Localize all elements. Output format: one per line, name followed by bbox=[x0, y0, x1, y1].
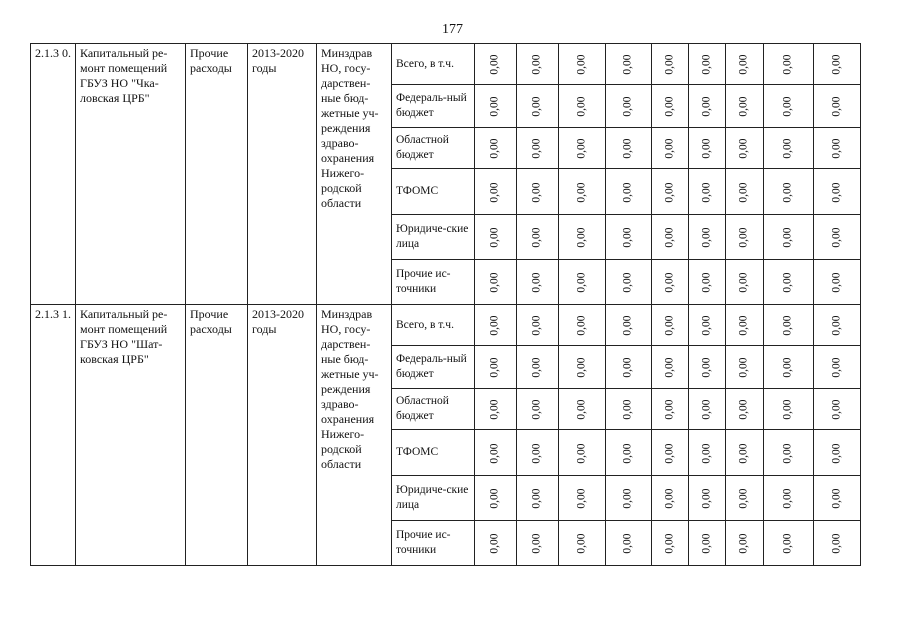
amount-cell bbox=[559, 521, 606, 566]
amount-cell bbox=[606, 85, 652, 128]
amount-value: 0,00 bbox=[700, 227, 713, 248]
amount-value: 0,00 bbox=[622, 54, 634, 75]
amount-value: 0,00 bbox=[830, 357, 843, 378]
amount-cell bbox=[475, 476, 517, 521]
amount-cell bbox=[764, 85, 814, 128]
amount-value: 0,00 bbox=[531, 399, 543, 420]
amount-cell bbox=[606, 44, 652, 85]
amount-cell bbox=[764, 169, 814, 215]
amount-cell bbox=[517, 476, 559, 521]
amount-cell bbox=[814, 346, 861, 389]
amount-cell bbox=[517, 128, 559, 169]
amount-value: 0,00 bbox=[531, 442, 543, 464]
amount-cell bbox=[517, 169, 559, 215]
amount-value: 0,00 bbox=[575, 533, 588, 554]
amount-value: 0,00 bbox=[531, 227, 543, 248]
amount-cell bbox=[726, 346, 764, 389]
amount-value: 0,00 bbox=[575, 96, 588, 117]
amount-cell bbox=[559, 128, 606, 169]
amount-value: 0,00 bbox=[663, 96, 676, 117]
amount-cell bbox=[475, 169, 517, 215]
amount-cell bbox=[559, 169, 606, 215]
amount-cell bbox=[517, 521, 559, 566]
amount-value: 0,00 bbox=[700, 357, 713, 378]
amount-cell bbox=[652, 430, 689, 476]
funding-source-label: Всего, в т.ч. bbox=[392, 305, 475, 346]
amount-value: 0,00 bbox=[489, 181, 501, 203]
amount-value: 0,00 bbox=[700, 138, 713, 159]
amount-cell bbox=[606, 521, 652, 566]
amount-cell bbox=[606, 215, 652, 260]
amount-value: 0,00 bbox=[531, 357, 543, 378]
amount-value: 0,00 bbox=[622, 138, 634, 159]
budget-table bbox=[30, 43, 861, 566]
amount-value: 0,00 bbox=[782, 272, 794, 293]
amount-cell bbox=[652, 215, 689, 260]
amount-value: 0,00 bbox=[700, 54, 713, 75]
amount-cell bbox=[652, 128, 689, 169]
item-name: Капитальный ре-монт помещений ГБУЗ НО "Шат-ковская ЦРБ" bbox=[76, 305, 186, 566]
amount-cell bbox=[689, 44, 726, 85]
amount-value: 0,00 bbox=[489, 357, 501, 378]
item-code: 2.1.3 1. bbox=[31, 305, 76, 566]
amount-value: 0,00 bbox=[531, 488, 543, 509]
amount-value: 0,00 bbox=[700, 181, 713, 203]
amount-cell bbox=[726, 85, 764, 128]
amount-value: 0,00 bbox=[738, 96, 750, 117]
amount-cell bbox=[652, 260, 689, 305]
amount-value: 0,00 bbox=[663, 54, 676, 75]
amount-cell bbox=[559, 346, 606, 389]
item-category: Прочие расходы bbox=[186, 44, 248, 305]
amount-value: 0,00 bbox=[738, 533, 750, 554]
amount-cell bbox=[559, 305, 606, 346]
amount-cell bbox=[652, 305, 689, 346]
amount-cell bbox=[475, 389, 517, 430]
amount-cell bbox=[517, 430, 559, 476]
amount-cell bbox=[689, 215, 726, 260]
amount-cell bbox=[689, 521, 726, 566]
amount-value: 0,00 bbox=[738, 138, 750, 159]
amount-value: 0,00 bbox=[830, 96, 843, 117]
amount-value: 0,00 bbox=[663, 181, 676, 203]
amount-value: 0,00 bbox=[531, 96, 543, 117]
amount-cell bbox=[559, 44, 606, 85]
amount-cell bbox=[652, 346, 689, 389]
amount-cell bbox=[814, 169, 861, 215]
table-row bbox=[31, 305, 861, 346]
amount-cell bbox=[764, 128, 814, 169]
amount-value: 0,00 bbox=[489, 54, 501, 75]
amount-value: 0,00 bbox=[700, 399, 713, 420]
amount-value: 0,00 bbox=[622, 488, 634, 509]
amount-value: 0,00 bbox=[575, 181, 588, 203]
amount-cell bbox=[559, 260, 606, 305]
amount-value: 0,00 bbox=[782, 315, 794, 336]
amount-value: 0,00 bbox=[489, 533, 501, 554]
amount-value: 0,00 bbox=[830, 227, 843, 248]
amount-cell bbox=[475, 215, 517, 260]
amount-value: 0,00 bbox=[575, 488, 588, 509]
item-category: Прочие расходы bbox=[186, 305, 248, 566]
table-body bbox=[31, 44, 861, 566]
amount-value: 0,00 bbox=[575, 315, 588, 336]
amount-value: 0,00 bbox=[489, 488, 501, 509]
amount-cell bbox=[475, 85, 517, 128]
amount-value: 0,00 bbox=[738, 315, 750, 336]
amount-cell bbox=[689, 305, 726, 346]
amount-value: 0,00 bbox=[489, 442, 501, 464]
amount-cell bbox=[517, 389, 559, 430]
amount-value: 0,00 bbox=[575, 272, 588, 293]
amount-value: 0,00 bbox=[782, 96, 794, 117]
amount-value: 0,00 bbox=[782, 138, 794, 159]
amount-cell bbox=[726, 169, 764, 215]
amount-value: 0,00 bbox=[531, 138, 543, 159]
funding-source-label: Федераль-ный бюджет bbox=[392, 346, 475, 389]
amount-cell bbox=[764, 44, 814, 85]
amount-value: 0,00 bbox=[575, 138, 588, 159]
funding-source-label: Областной бюджет bbox=[392, 128, 475, 169]
amount-cell bbox=[652, 85, 689, 128]
amount-value: 0,00 bbox=[622, 533, 634, 554]
amount-cell bbox=[559, 215, 606, 260]
amount-value: 0,00 bbox=[782, 357, 794, 378]
amount-value: 0,00 bbox=[830, 315, 843, 336]
amount-value: 0,00 bbox=[622, 96, 634, 117]
amount-cell bbox=[689, 430, 726, 476]
amount-cell bbox=[814, 389, 861, 430]
amount-cell bbox=[764, 521, 814, 566]
amount-value: 0,00 bbox=[782, 399, 794, 420]
amount-cell bbox=[814, 260, 861, 305]
amount-cell bbox=[475, 305, 517, 346]
amount-cell bbox=[764, 430, 814, 476]
amount-value: 0,00 bbox=[700, 488, 713, 509]
amount-cell bbox=[726, 215, 764, 260]
amount-value: 0,00 bbox=[663, 442, 676, 464]
amount-value: 0,00 bbox=[575, 54, 588, 75]
amount-value: 0,00 bbox=[489, 138, 501, 159]
amount-value: 0,00 bbox=[738, 442, 750, 464]
amount-value: 0,00 bbox=[575, 399, 588, 420]
amount-cell bbox=[606, 305, 652, 346]
amount-cell bbox=[726, 389, 764, 430]
amount-cell bbox=[652, 169, 689, 215]
amount-value: 0,00 bbox=[663, 138, 676, 159]
amount-value: 0,00 bbox=[622, 272, 634, 293]
amount-cell bbox=[475, 44, 517, 85]
amount-cell bbox=[726, 476, 764, 521]
amount-cell bbox=[475, 430, 517, 476]
funding-source-label: Областной бюджет bbox=[392, 389, 475, 430]
amount-cell bbox=[559, 85, 606, 128]
amount-cell bbox=[726, 260, 764, 305]
page-number: 177 bbox=[442, 22, 463, 37]
amount-cell bbox=[814, 305, 861, 346]
amount-value: 0,00 bbox=[700, 96, 713, 117]
amount-cell bbox=[517, 260, 559, 305]
item-period: 2013-2020 годы bbox=[248, 305, 317, 566]
amount-cell bbox=[475, 260, 517, 305]
amount-value: 0,00 bbox=[782, 227, 794, 248]
amount-cell bbox=[726, 521, 764, 566]
amount-value: 0,00 bbox=[782, 533, 794, 554]
amount-cell bbox=[652, 389, 689, 430]
amount-value: 0,00 bbox=[575, 442, 588, 464]
amount-cell bbox=[689, 476, 726, 521]
amount-value: 0,00 bbox=[738, 488, 750, 509]
amount-cell bbox=[726, 128, 764, 169]
amount-value: 0,00 bbox=[622, 399, 634, 420]
amount-value: 0,00 bbox=[531, 315, 543, 336]
amount-value: 0,00 bbox=[700, 272, 713, 293]
item-name: Капитальный ре-монт помещений ГБУЗ НО "Чка-ловская ЦРБ" bbox=[76, 44, 186, 305]
amount-value: 0,00 bbox=[622, 357, 634, 378]
amount-value: 0,00 bbox=[663, 272, 676, 293]
amount-cell bbox=[764, 215, 814, 260]
funding-source-label: Прочие ис-точники bbox=[392, 521, 475, 566]
amount-value: 0,00 bbox=[531, 54, 543, 75]
amount-value: 0,00 bbox=[622, 181, 634, 203]
amount-cell bbox=[517, 215, 559, 260]
amount-value: 0,00 bbox=[531, 272, 543, 293]
item-executor: Минздрав НО, госу-дарствен-ные бюд-жетные уч-реждения здраво-охранения Нижего-родской области bbox=[317, 305, 392, 566]
amount-value: 0,00 bbox=[738, 54, 750, 75]
amount-cell bbox=[559, 389, 606, 430]
amount-value: 0,00 bbox=[663, 533, 676, 554]
amount-cell bbox=[814, 85, 861, 128]
amount-cell bbox=[689, 389, 726, 430]
amount-cell bbox=[606, 169, 652, 215]
amount-cell bbox=[814, 430, 861, 476]
amount-cell bbox=[689, 85, 726, 128]
amount-value: 0,00 bbox=[489, 399, 501, 420]
amount-cell bbox=[517, 85, 559, 128]
amount-cell bbox=[814, 521, 861, 566]
amount-cell bbox=[689, 346, 726, 389]
table-row bbox=[31, 44, 861, 85]
amount-value: 0,00 bbox=[489, 315, 501, 336]
amount-value: 0,00 bbox=[700, 533, 713, 554]
amount-cell bbox=[606, 430, 652, 476]
amount-value: 0,00 bbox=[782, 442, 794, 464]
amount-value: 0,00 bbox=[663, 357, 676, 378]
amount-cell bbox=[559, 476, 606, 521]
amount-cell bbox=[652, 521, 689, 566]
amount-value: 0,00 bbox=[830, 138, 843, 159]
amount-value: 0,00 bbox=[830, 399, 843, 420]
amount-cell bbox=[814, 476, 861, 521]
amount-value: 0,00 bbox=[738, 357, 750, 378]
amount-cell bbox=[726, 44, 764, 85]
amount-value: 0,00 bbox=[663, 399, 676, 420]
amount-value: 0,00 bbox=[489, 272, 501, 293]
funding-source-label: Юридиче-ские лица bbox=[392, 215, 475, 260]
amount-cell bbox=[517, 346, 559, 389]
amount-cell bbox=[517, 44, 559, 85]
item-code: 2.1.3 0. bbox=[31, 44, 76, 305]
amount-cell bbox=[475, 521, 517, 566]
amount-value: 0,00 bbox=[663, 227, 676, 248]
amount-value: 0,00 bbox=[738, 272, 750, 293]
amount-cell bbox=[764, 305, 814, 346]
amount-value: 0,00 bbox=[531, 533, 543, 554]
amount-cell bbox=[606, 260, 652, 305]
funding-source-label: ТФОМС bbox=[392, 430, 475, 476]
amount-value: 0,00 bbox=[738, 227, 750, 248]
amount-cell bbox=[814, 215, 861, 260]
funding-source-label: Юридиче-ские лица bbox=[392, 476, 475, 521]
amount-value: 0,00 bbox=[622, 227, 634, 248]
amount-value: 0,00 bbox=[531, 181, 543, 203]
amount-value: 0,00 bbox=[489, 96, 501, 117]
amount-cell bbox=[814, 44, 861, 85]
amount-cell bbox=[606, 128, 652, 169]
amount-cell bbox=[606, 346, 652, 389]
amount-cell bbox=[764, 476, 814, 521]
amount-value: 0,00 bbox=[830, 181, 843, 203]
amount-cell bbox=[652, 476, 689, 521]
amount-cell bbox=[517, 305, 559, 346]
amount-value: 0,00 bbox=[830, 272, 843, 293]
amount-value: 0,00 bbox=[738, 181, 750, 203]
amount-cell bbox=[689, 128, 726, 169]
amount-cell bbox=[764, 389, 814, 430]
amount-cell bbox=[726, 305, 764, 346]
amount-value: 0,00 bbox=[830, 442, 843, 464]
amount-value: 0,00 bbox=[782, 488, 794, 509]
amount-cell bbox=[475, 346, 517, 389]
funding-source-label: Прочие ис-точники bbox=[392, 260, 475, 305]
amount-cell bbox=[689, 260, 726, 305]
funding-source-label: Федераль-ный бюджет bbox=[392, 85, 475, 128]
amount-value: 0,00 bbox=[700, 442, 713, 464]
amount-value: 0,00 bbox=[738, 399, 750, 420]
amount-cell bbox=[764, 346, 814, 389]
amount-cell bbox=[764, 260, 814, 305]
amount-value: 0,00 bbox=[830, 533, 843, 554]
amount-value: 0,00 bbox=[782, 181, 794, 203]
amount-value: 0,00 bbox=[575, 227, 588, 248]
amount-cell bbox=[606, 476, 652, 521]
amount-value: 0,00 bbox=[489, 227, 501, 248]
funding-source-label: Всего, в т.ч. bbox=[392, 44, 475, 85]
amount-value: 0,00 bbox=[830, 488, 843, 509]
amount-cell bbox=[559, 430, 606, 476]
amount-value: 0,00 bbox=[663, 315, 676, 336]
amount-value: 0,00 bbox=[622, 315, 634, 336]
amount-cell bbox=[689, 169, 726, 215]
amount-value: 0,00 bbox=[575, 357, 588, 378]
amount-cell bbox=[652, 44, 689, 85]
item-executor: Минздрав НО, госу-дарствен-ные бюд-жетные уч-реждения здраво-охранения Нижего-родской области bbox=[317, 44, 392, 305]
amount-cell bbox=[606, 389, 652, 430]
amount-value: 0,00 bbox=[622, 442, 634, 464]
amount-value: 0,00 bbox=[830, 54, 843, 75]
item-period: 2013-2020 годы bbox=[248, 44, 317, 305]
amount-value: 0,00 bbox=[782, 54, 794, 75]
amount-value: 0,00 bbox=[700, 315, 713, 336]
amount-value: 0,00 bbox=[663, 488, 676, 509]
amount-cell bbox=[814, 128, 861, 169]
amount-cell bbox=[475, 128, 517, 169]
funding-source-label: ТФОМС bbox=[392, 169, 475, 215]
amount-cell bbox=[726, 430, 764, 476]
